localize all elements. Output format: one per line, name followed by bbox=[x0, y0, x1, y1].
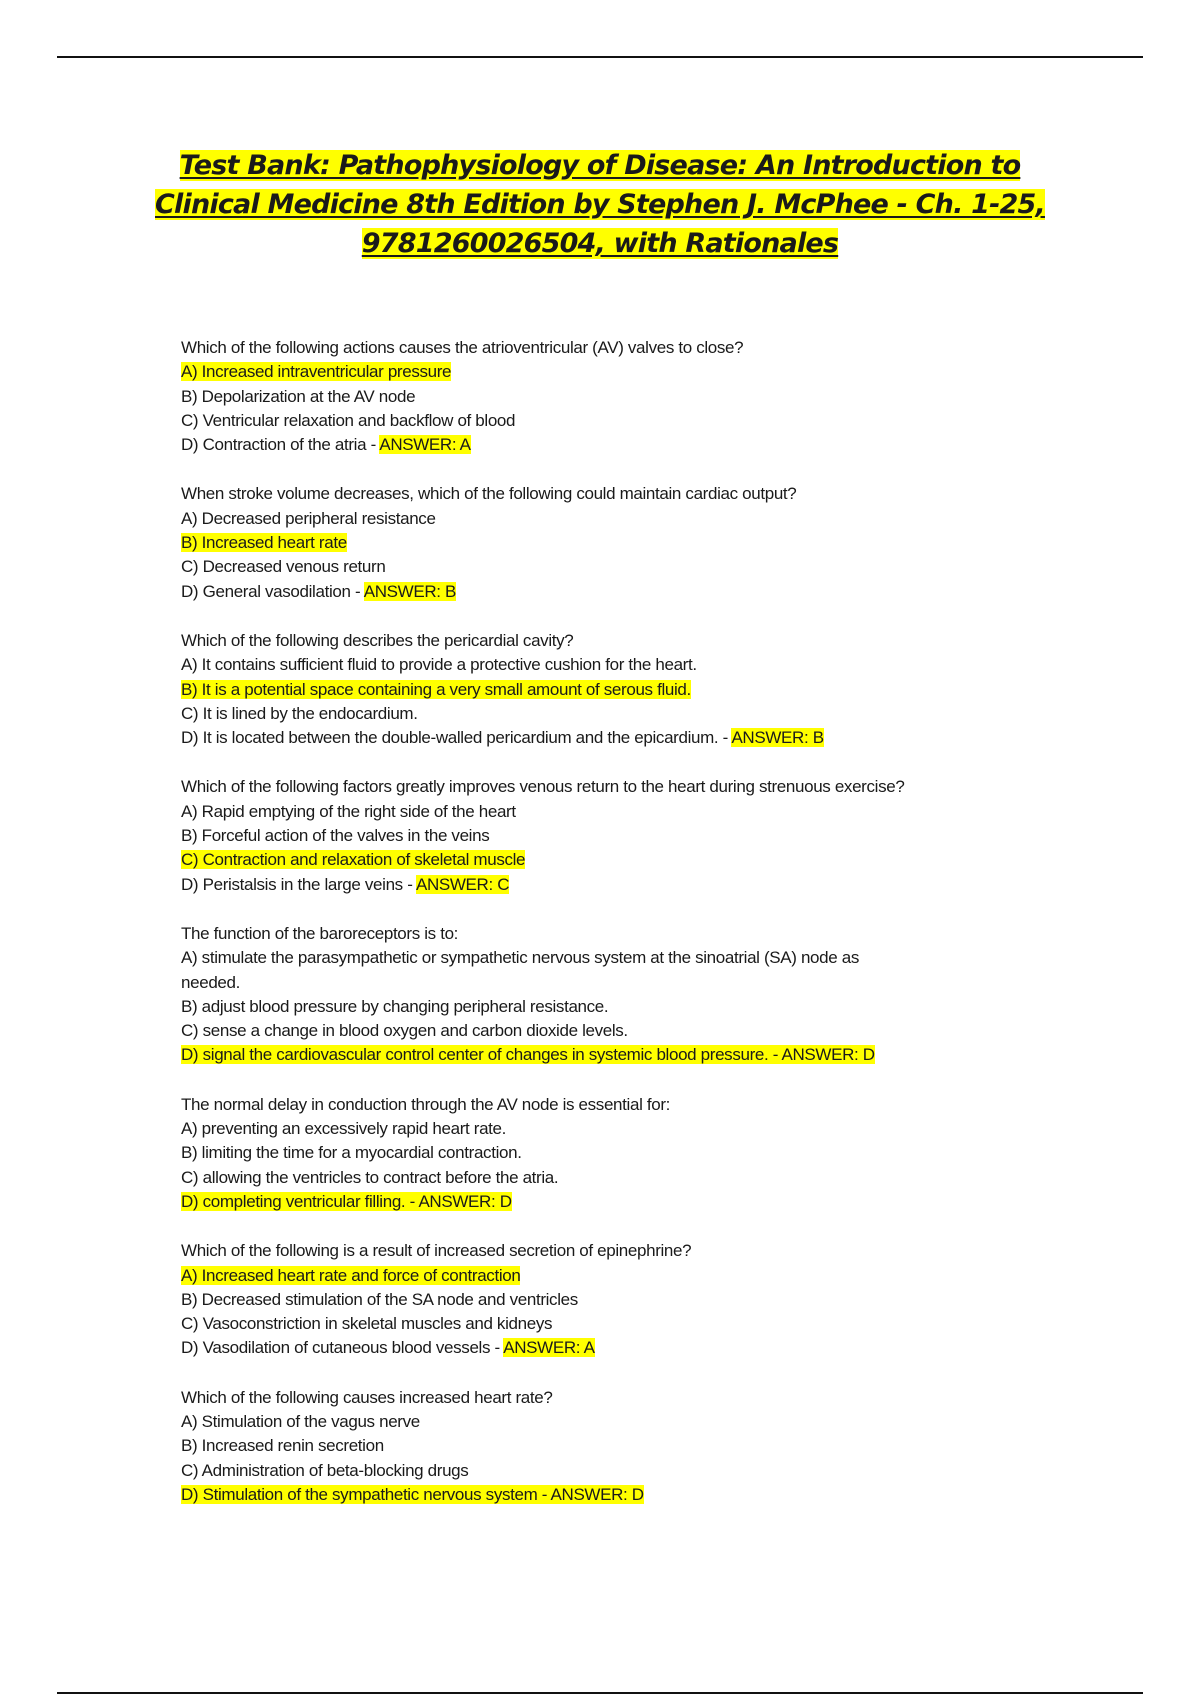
option-text: D) General vasodilation bbox=[181, 581, 351, 601]
question-stem: When stroke volume decreases, which of the following could maintain cardiac output? bbox=[181, 484, 797, 504]
question-stem: Which of the following causes increased heart rate? bbox=[181, 1387, 553, 1407]
option-text: D) Stimulation of the sympathetic nervous system bbox=[181, 1484, 538, 1504]
answer-option bbox=[181, 1410, 1061, 1434]
option-text: A) Decreased peripheral resistance bbox=[181, 508, 436, 528]
answer-option bbox=[181, 1483, 1061, 1507]
answer-option bbox=[181, 507, 1061, 531]
option-text: C) Administration of beta-blocking drugs bbox=[181, 1460, 469, 1480]
answer-option bbox=[181, 1288, 1061, 1312]
option-text: C) It is lined by the endocardium. bbox=[181, 703, 418, 723]
answer-option bbox=[181, 1019, 1061, 1043]
answer-option bbox=[181, 531, 1061, 555]
option-text: D) It is located between the double-walled pericardium and the epicardium. bbox=[181, 728, 719, 748]
option-text: D) Peristalsis in the large veins bbox=[181, 874, 403, 894]
answer-key: ANSWER: B bbox=[363, 581, 456, 601]
question-item bbox=[181, 336, 1061, 457]
answer-key: ANSWER: D bbox=[550, 1484, 644, 1504]
option-text: A) preventing an excessively rapid heart rate. bbox=[181, 1119, 507, 1139]
question-stem: The normal delay in conduction through the AV node is essential for: bbox=[181, 1094, 671, 1114]
question-stem: Which of the following describes the pericardial cavity? bbox=[181, 630, 574, 650]
question-item bbox=[181, 1239, 1061, 1360]
question-item bbox=[181, 482, 1061, 603]
highlighted-correct-option: D) Stimulation of the sympathetic nervous system - ANSWER: D bbox=[181, 1484, 644, 1504]
highlighted-correct-option: A) Increased intraventricular pressure bbox=[181, 362, 452, 382]
question-stem: Which of the following actions causes the atrioventricular (AV) valves to close? bbox=[181, 338, 744, 357]
answer-option bbox=[181, 1043, 1061, 1067]
question-list bbox=[181, 336, 1061, 1532]
highlighted-correct-option: B) Increased heart rate bbox=[181, 533, 347, 553]
option-text: C) Ventricular relaxation and backflow of blood bbox=[181, 410, 516, 430]
option-text: B) Depolarization at the AV node bbox=[181, 386, 416, 406]
option-text: C) Vasoconstriction in skeletal muscles and kidneys bbox=[181, 1314, 553, 1334]
option-text: B) limiting the time for a myocardial contraction. bbox=[181, 1143, 522, 1163]
answer-key: ANSWER: B bbox=[731, 728, 824, 748]
answer-option: D) Contraction of the atria - ANSWER: A bbox=[181, 435, 471, 455]
answer-option bbox=[181, 848, 1061, 872]
answer-option bbox=[181, 1117, 1061, 1141]
option-text: A) Stimulation of the vagus nerve bbox=[181, 1411, 420, 1431]
answer-option bbox=[181, 1264, 1061, 1288]
option-text: D) Vasodilation of cutaneous blood vessels bbox=[181, 1338, 491, 1358]
highlighted-correct-option: B) It is a potential space containing a very small amount of serous fluid. bbox=[181, 679, 691, 699]
answer-key: ANSWER: D bbox=[418, 1191, 512, 1211]
option-text: B) adjust blood pressure by changing peripheral resistance. bbox=[181, 996, 609, 1016]
highlighted-correct-option: D) completing ventricular filling. - ANSWER: D bbox=[181, 1191, 512, 1211]
answer-option bbox=[181, 1141, 1061, 1165]
question-item bbox=[181, 629, 1061, 750]
question-item bbox=[181, 922, 1061, 1068]
highlighted-correct-option: C) Contraction and relaxation of skeletal muscle bbox=[181, 850, 526, 870]
answer-option bbox=[181, 653, 1061, 677]
title-text: Test Bank: Pathophysiology of Disease: An Introduction to bbox=[179, 150, 1021, 181]
option-text: C) sense a change in blood oxygen and carbon dioxide levels. bbox=[181, 1021, 628, 1041]
option-text: B) Forceful action of the valves in the veins bbox=[181, 826, 490, 846]
answer-option bbox=[181, 385, 1061, 409]
option-text: C) allowing the ventricles to contract before the atria. bbox=[181, 1167, 559, 1187]
answer-option bbox=[181, 1166, 1061, 1190]
answer-key: ANSWER: C bbox=[415, 874, 510, 894]
answer-key: ANSWER: A bbox=[379, 435, 471, 455]
highlighted-correct-option: D) signal the cardiovascular control center of changes in systemic blood pressure. - ANSWER: D bbox=[181, 1045, 875, 1065]
question-stem: Which of the following is a result of increased secretion of epinephrine? bbox=[181, 1241, 692, 1261]
answer-option: D) Peristalsis in the large veins - ANSWER: C bbox=[181, 874, 510, 894]
highlighted-correct-option: A) Increased heart rate and force of contraction bbox=[181, 1265, 521, 1285]
option-text: B) Decreased stimulation of the SA node and ventricles bbox=[181, 1289, 578, 1309]
title-text: Clinical Medicine 8th Edition by Stephen J. McPhee - Ch. 1-25, bbox=[155, 189, 1045, 220]
answer-option bbox=[181, 1312, 1061, 1336]
title-line bbox=[150, 146, 1050, 185]
answer-key: ANSWER: A bbox=[503, 1338, 595, 1358]
question-item bbox=[181, 775, 1061, 896]
answer-option bbox=[181, 971, 1061, 995]
question-item bbox=[181, 1093, 1061, 1214]
title-text: 9781260026504, with Rationales bbox=[361, 228, 839, 259]
option-text: D) Contraction of the atria bbox=[181, 435, 367, 455]
answer-option bbox=[181, 702, 1061, 726]
title-line bbox=[150, 224, 1050, 263]
answer-option: D) General vasodilation - ANSWER: B bbox=[181, 581, 456, 601]
answer-option bbox=[181, 824, 1061, 848]
option-text: D) completing ventricular filling. bbox=[181, 1191, 406, 1211]
option-text: C) Decreased venous return bbox=[181, 557, 386, 577]
answer-option bbox=[181, 409, 1061, 433]
option-text: A) stimulate the parasympathetic or sympathetic nervous system at the sinoatrial (SA) node as bbox=[181, 948, 859, 968]
answer-option bbox=[181, 678, 1061, 702]
option-text: B) Increased renin secretion bbox=[181, 1436, 384, 1456]
answer-option bbox=[181, 555, 1061, 579]
option-text: A) Rapid emptying of the right side of the heart bbox=[181, 801, 516, 821]
option-text: A) It contains sufficient fluid to provide a protective cushion for the heart. bbox=[181, 655, 697, 675]
answer-option bbox=[181, 946, 1061, 970]
bottom-divider bbox=[57, 1692, 1143, 1694]
title-line bbox=[150, 185, 1050, 224]
document-title bbox=[150, 146, 1050, 263]
answer-option bbox=[181, 360, 1061, 384]
answer-key: ANSWER: D bbox=[781, 1045, 875, 1065]
answer-option bbox=[181, 1190, 1061, 1214]
question-stem: Which of the following factors greatly improves venous return to the heart during strenuous exercise? bbox=[181, 777, 905, 797]
answer-option bbox=[181, 800, 1061, 824]
answer-option bbox=[181, 995, 1061, 1019]
option-text: needed. bbox=[181, 972, 241, 992]
option-text: D) signal the cardiovascular control center of changes in systemic blood pressure. bbox=[181, 1045, 769, 1065]
top-divider bbox=[57, 56, 1143, 58]
question-item bbox=[181, 1386, 1061, 1507]
question-stem: The function of the baroreceptors is to: bbox=[181, 923, 459, 943]
answer-option: D) Vasodilation of cutaneous blood vessels - ANSWER: A bbox=[181, 1338, 595, 1358]
answer-option bbox=[181, 1434, 1061, 1458]
answer-option: D) It is located between the double-walled pericardium and the epicardium. - ANSWER: B bbox=[181, 728, 824, 748]
answer-option bbox=[181, 1459, 1061, 1483]
